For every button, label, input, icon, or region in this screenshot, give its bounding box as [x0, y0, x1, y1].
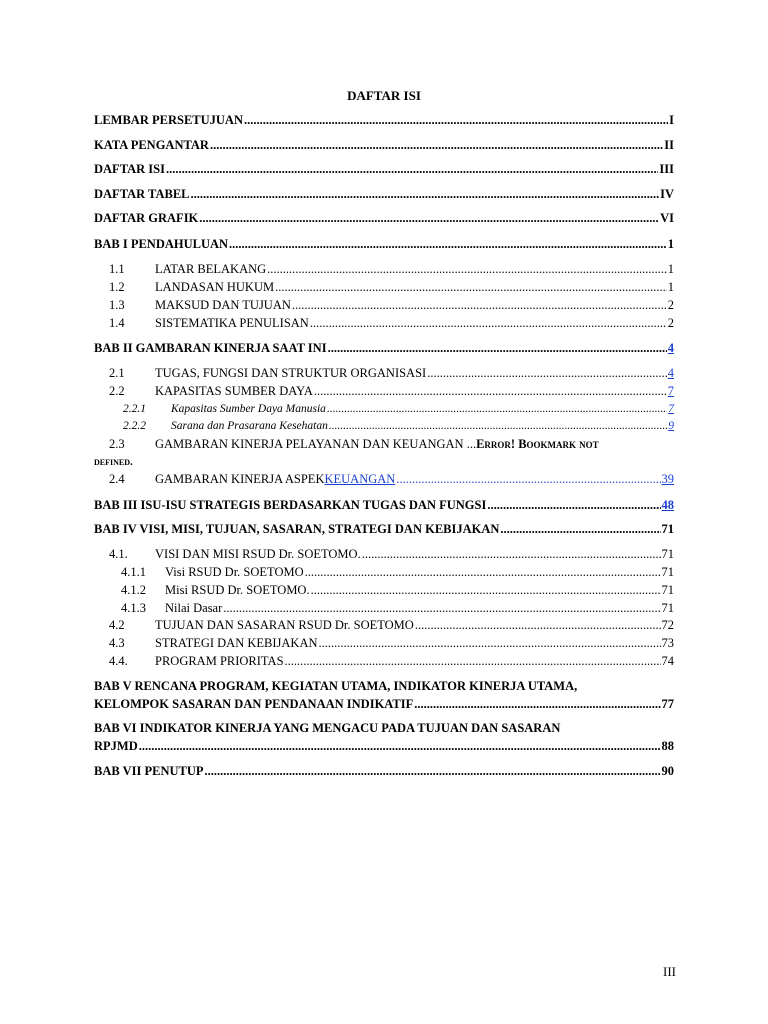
- toc-entry-bab-2[interactable]: BAB II GAMBARAN KINERJA SAAT INI ..... 4: [94, 340, 674, 356]
- toc-entry-bab-7[interactable]: BAB VII PENUTUP ..... 90: [94, 763, 674, 779]
- toc-entry-2-3-continued: defined.: [94, 456, 133, 468]
- toc-entry-bab-6-line-1: BAB VI INDIKATOR KINERJA YANG MENGACU PADA TUJUAN DAN SASARAN: [94, 721, 561, 735]
- toc-entry-4-3[interactable]: 4.3 STRATEGI DAN KEBIJAKAN ..... 73: [109, 635, 674, 651]
- page-title: DAFTAR ISI: [347, 88, 421, 103]
- toc-entry-daftar-grafik[interactable]: DAFTAR GRAFIK ..... VI: [94, 210, 674, 226]
- toc-entry-bab-3[interactable]: BAB III ISU-ISU STRATEGIS BERDASARKAN TUGAS DAN FUNGSI ..... 48: [94, 497, 674, 513]
- toc-entry-4-1-1[interactable]: 4.1.1 Visi RSUD Dr. SOETOMO ..... 71: [121, 564, 674, 580]
- toc-entry-bab-4[interactable]: BAB IV VISI, MISI, TUJUAN, SASARAN, STRATEGI DAN KEBIJAKAN ..... 71: [94, 521, 674, 537]
- toc-entry-1-2[interactable]: 1.2 LANDASAN HUKUM ..... 1: [109, 279, 674, 295]
- bookmark-error-text: Error! Bookmark not: [476, 437, 599, 451]
- toc-entry-2-2-1[interactable]: 2.2.1 Kapasitas Sumber Daya Manusia ..... 7: [123, 401, 674, 417]
- toc-entry-kata-pengantar[interactable]: KATA PENGANTAR ..... II: [94, 137, 674, 153]
- toc-entry-1-1[interactable]: 1.1 LATAR BELAKANG ..... 1: [109, 261, 674, 277]
- toc-entry-bab-5[interactable]: KELOMPOK SASARAN DAN PENDANAAN INDIKATIF ..... 77: [94, 696, 674, 712]
- toc-entry-1-4[interactable]: 1.4 SISTEMATIKA PENULISAN ..... 2: [109, 315, 674, 331]
- toc-entry-lembar-persetujuan[interactable]: LEMBAR PERSETUJUAN ..... I: [94, 112, 674, 128]
- toc-entry-4-1-3[interactable]: 4.1.3 Nilai Dasar ..... 71: [121, 600, 674, 616]
- toc-entry-daftar-isi[interactable]: DAFTAR ISI ..... III: [94, 161, 674, 177]
- keuangan-link[interactable]: KEUANGAN: [324, 472, 396, 486]
- toc-entry-2-3[interactable]: 2.3 GAMBARAN KINERJA PELAYANAN DAN KEUANGAN ... Error! Bookmark not: [109, 437, 599, 451]
- toc-entry-bab-5-line-1: BAB V RENCANA PROGRAM, KEGIATAN UTAMA, INDIKATOR KINERJA UTAMA,: [94, 679, 578, 693]
- toc-entry-4-1-2[interactable]: 4.1.2 Misi RSUD Dr. SOETOMO. ..... 71: [121, 582, 674, 598]
- toc-entry-bab-1[interactable]: BAB I PENDAHULUAN ..... 1: [94, 236, 674, 252]
- toc-entry-2-1[interactable]: 2.1 TUGAS, FUNGSI DAN STRUKTUR ORGANISASI ..... 4: [109, 365, 674, 381]
- toc-entry-4-4[interactable]: 4.4. PROGRAM PRIORITAS ..... 74: [109, 653, 674, 669]
- toc-entry-daftar-tabel[interactable]: DAFTAR TABEL ..... IV: [94, 186, 674, 202]
- toc-entry-2-2[interactable]: 2.2 KAPASITAS SUMBER DAYA ..... 7: [109, 383, 674, 399]
- toc-entry-bab-6[interactable]: RPJMD ..... 88: [94, 738, 674, 754]
- page-number-footer: III: [663, 964, 676, 979]
- toc-entry-2-2-2[interactable]: 2.2.2 Sarana dan Prasarana Kesehatan ..... 9: [123, 418, 674, 434]
- toc-entry-2-4[interactable]: 2.4 GAMBARAN KINERJA ASPEK KEUANGAN ..... 39: [109, 471, 674, 487]
- toc-entry-4-2[interactable]: 4.2 TUJUAN DAN SASARAN RSUD Dr. SOETOMO ..... 72: [109, 617, 674, 633]
- toc-entry-1-3[interactable]: 1.3 MAKSUD DAN TUJUAN ..... 2: [109, 297, 674, 313]
- toc-entry-4-1[interactable]: 4.1. VISI DAN MISI RSUD Dr. SOETOMO. ..... 71: [109, 546, 674, 562]
